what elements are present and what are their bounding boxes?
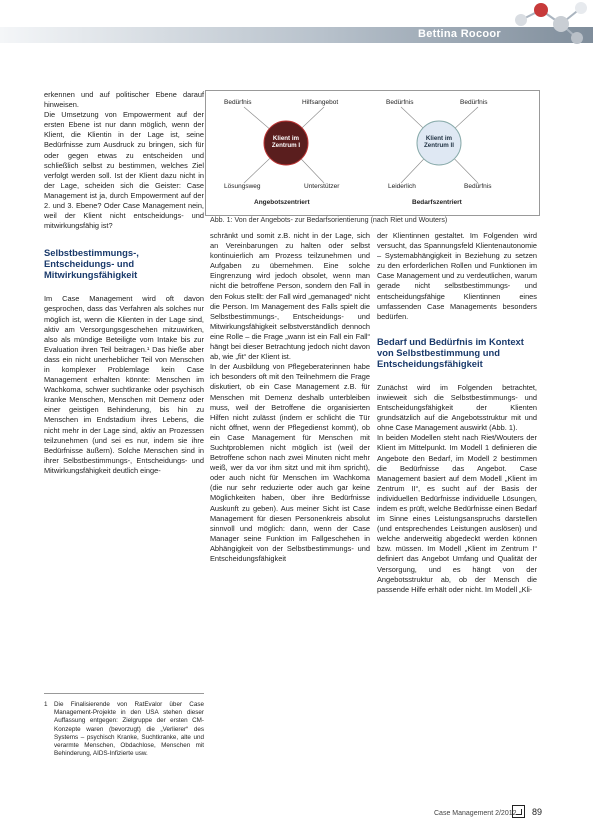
footnote [44, 693, 204, 758]
column-2 [210, 231, 370, 564]
col1-paragraph-3: Im Case Management wird oft davon gesprochen, dass das Verfahren als solches nur möglich ist, wenn die Klienten in der Lage sind, aktiv am Versorgungsgeschehen mitzuwirken, also als mündige Beteiligte vom Intake bis zur Evaluation ihren Teil beitragen.¹ Das hieße aber dass ein nicht unerheblicher Teil von Menschen in komplexer Problemlage kein Case Management erhalten könnte: Menschen im Wachkoma, schwer suchtkranke oder psychisch kranke Menschen, Menschen mit Demenz oder einer geistigen Behinderung, bis hin zu Menschen im Endstadium ihres Lebens, die nicht mehr in der Lage sind, aktiv an Prozessen teilzunehmen (und sei es nur, indem sie ihre Bedürfnisse äußern). Solche Menschen sind in ihrer Selbstbestimmungs-, Entscheidungs- und Mitwirkungsfähigkeit deutlich einge- [44, 294, 204, 475]
fig-left-top-right: Hilfsangebot [302, 99, 339, 106]
figure-angebots-bedarfsorientierung [205, 90, 540, 216]
fig-right-top-left: Bedürfnis [386, 99, 414, 106]
footnote-number: 1 [44, 701, 48, 708]
journal-footer: Case Management 2/2012 [434, 810, 517, 817]
figure-caption: Abb. 1: Von der Angebots- zur Bedarfsorientierung (nach Riet und Wouters) [210, 216, 448, 224]
col2-paragraph-1: schränkt und somit z.B. nicht in der Lage, sich an Vereinbarungen zu halten oder selbst kontinuierlich am Prozess teilzunehmen und Aufgaben zu übernehmen. Eine solche Eingrenzung wird jedoch obsolet, wenn man nicht die betroffene Person, sondern den Fall in den Fokus stellt: der Fall wird „gemanaged“ nicht die Person. Im Management des Falls spielt die Selbstbestimmungs-, Entscheidungs- und Mitwirkungsfähigkeit selbstverständlich dennoch eine Rolle – die Frage „wann ist ein Fall ein Fall“ hängt bei dieser Betrachtung jedoch nicht davon ab, wie „fit“ der Klient ist. [210, 231, 370, 362]
col3-paragraph-2: Zunächst wird im Folgenden betrachtet, inwieweit sich die Selbstbestimmungs- und Entscheidungsfähigkeit der Klienten grundsätzlich auf die Angebotsstruktur mit und ohne Case Management auswirkt (Abb. 1). [377, 382, 537, 433]
col3-paragraph-1: der Klientinnen gestaltet. Im Folgenden wird versucht, das Spannungsfeld Klientenautonomie – Systemabhängigkeit in Beziehung zu setzen zu den erforderlichen Rollen und Funktionen im Case Management und zu verdeutlichen, warum gerade nicht selbstbestimmungs- und entscheidungsfähige Klientinnen eines umfassenden Case Managements besonders bedürfen. [377, 231, 537, 321]
col1-paragraph-1: erkennen und auf politischer Ebene darauf hinweisen. [44, 90, 204, 110]
col3-section-heading: Bedarf und Bedürfnis im Kontext von Selbstbestimmung und Entscheidungsfähigkeit [377, 335, 524, 369]
fig-right-center: Klient im Zentrum II [424, 135, 454, 149]
header-band [0, 27, 593, 43]
fig-left-bottom-right: Unterstützer [304, 183, 340, 190]
col3-paragraph-3: In beiden Modellen steht nach Riet/Wouters der Klient im Mittelpunkt. Im Modell 1 definieren die Angebote den Bedarf, im Modell 2 bestimmen die Bedürfnisse das Angebot. Case Management basiert auf dem Modell „Klient im Zentrum II“, es sucht auf der Basis der individuellen Bedürfnisse individuelle Lösungen, indem es prüft, welche Bedürfnisse einen Bedarf im Sinne eines Leistungsanspruchs darstellen (und entsprechendes Leistungen auslösen) und welche anderweitig abgedeckt werden können bzw. müssen. Im Modell „Klient im Zentrum I“ definiert das Angebot Umfang und Qualität der Versorgung, und es hängt von der Angebotsstruktur ab, ob der Mensch die passende Hilfe erhält oder nicht. Im Modell „Kli- [377, 433, 537, 594]
fig-left-center: Klient im Zentrum I [271, 135, 301, 149]
fig-left-label: Angebotszentriert [254, 199, 310, 206]
col2-paragraph-2: In der Ausbildung von Pflegeberaterinnen habe ich besonders oft mit den Teilnehmern die Frage diskutiert, ob ein Case Management z.B. für Menschen mit Demenz deshalb unterbleiben muss, weil der Betroffene die organisierten Hilfen nicht zulässt (indem er schlicht die Tür nicht öffnet, wenn der Pflegedienst kommt), ob ein Case Management für Menschen mit Suchtproblemen nicht möglich ist (weil der Betroffene schon nach zwei Minuten nicht mehr weiß, wer da vor ihm sitzt und mit ihm spricht), oder auch nicht für Menschen im Wachkoma (die nur sehr reduzierte oder auch gar keine Möglichkeiten haben, über ihre Bedürfnisse Auskunft zu geben). Aus meiner Sicht ist Case Management für diesen Personenkreis absolut sinnvoll und möglich: dann, wenn der Case Manager seine Funktion im Fallgeschehen in Abhängigkeit von der Selbstbestimmungs- und Entscheidungsfähigkeit [210, 362, 370, 563]
footnote-text: Die Finalisierende von RatEvalor über Case Management-Projekte in den USA stehen dieser Auffassung entgegen: Zielgruppe der ersten CM-Konzepte waren (bevorzugt) die „Verlierer“ des Systems – psychisch Kranke, Suchtkranke, alte und verarmte Menschen, Obdachlose, Menschen mit Behinderung, AIDS-Infizierte usw. [54, 701, 204, 758]
molecule-graphic [511, 0, 593, 46]
fig-left-top-left: Bedürfnis [224, 99, 252, 106]
fig-right-bottom-left: Leiderlich [388, 183, 416, 190]
fig-right-label: Bedarfszentriert [412, 199, 462, 206]
column-3 [377, 231, 537, 595]
author-name: Bettina Rocoor [417, 28, 501, 40]
col1-paragraph-2: Die Umsetzung von Empowerment auf der ersten Ebene ist nur dann möglich, wenn der Klient, die Klientin in der Lage ist, seine Bedürfnisse zum Ausdruck zu bringen, sich für oder gegen etwas zu entscheiden und schließlich selbst zu bestimmen, welches Ziel verfolgt werden soll. Ist der Klient dazu nicht in der Lage, scheiden sich die Geister: Case Management ist ja, durch Empowerment auf der 2. und 3. Ebene? Oder Case Management nein, weil der Klient nicht entscheidungs- und mitwirkungsfähig ist? [44, 110, 204, 231]
fig-right-top-right: Bedürfnis [460, 99, 488, 106]
journal-logo-icon [512, 805, 525, 818]
column-1 [44, 90, 204, 476]
fig-right-bottom-right: Bedürfnis [464, 183, 492, 190]
col1-section-heading: Selbstbestimmungs-, Entscheidungs- und Mitwirkungsfähigkeit [44, 247, 139, 281]
fig-left-bottom-left: Lösungsweg [224, 183, 261, 190]
page-number: 89 [532, 807, 543, 817]
